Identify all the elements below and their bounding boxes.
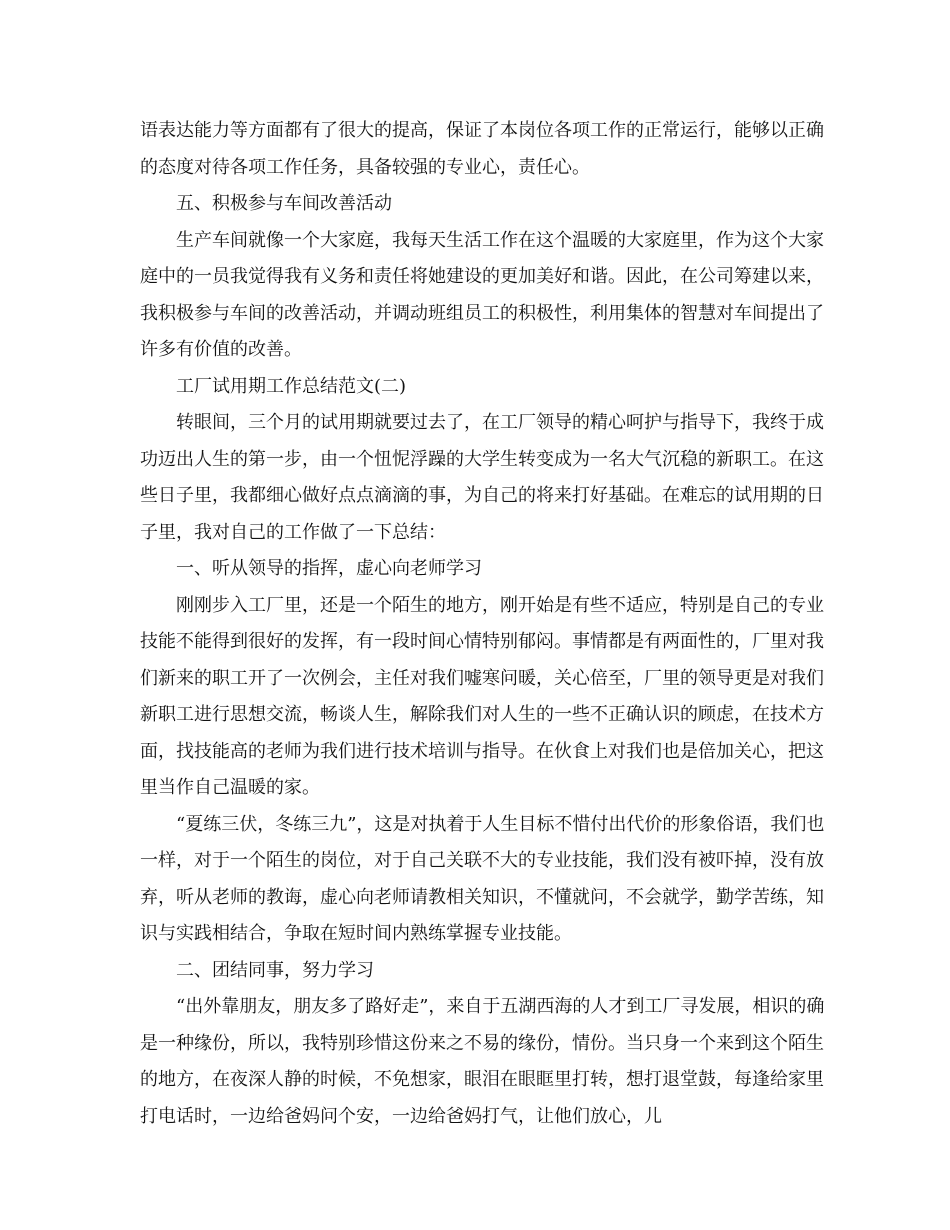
paragraph-workshop: 生产车间就像一个大家庭，我每天生活工作在这个温暖的大家庭里，作为这个大家庭中的一员我觉得我有义务和责任将她建设的更加美好和谐。因此，在公司筹建以来，我积极参与车间的改善活动，并调动班组员工的积极性，利用集体的智慧对车间提出了许多有价值的改善。	[140, 229, 824, 360]
article-title-two: 工厂试用期工作总结范文(二)	[176, 375, 407, 397]
paragraph-continuation: 语表达能力等方面都有了很大的提高，保证了本岗位各项工作的正常运行，能够以正确的态度对待各项工作任务，具备较强的专业心，责任心。	[140, 120, 824, 178]
paragraph-friends: “出外靠朋友，朋友多了路好走”，来自于五湖西海的人才到工厂寻发展，相识的确是一种缘份，所以，我特别珍惜这份来之不易的缘份，情份。当只身一个来到这个陌生的地方，在夜深人静的时候，不免想家，眼泪在眼眶里打转，想打退堂鼓，每逢给家里打电话时，一边给爸妈问个安，一边给爸妈打气，让他们放心，儿	[140, 996, 825, 1127]
paragraph-intro: 转眼间，三个月的试用期就要过去了，在工厂领导的精心呵护与指导下，我终于成功迈出人生的第一步，由一个忸怩浮躁的大学生转变成为一名大气沉稳的新职工。在这些日子里，我都细心做好点点滴滴的事，为自己的将来打好基础。在难忘的试用期的日子里，我对自己的工作做了一下总结：	[140, 412, 824, 543]
section-heading-two: 二、团结同事，努力学习	[176, 959, 374, 981]
section-heading-five: 五、积极参与车间改善活动	[176, 193, 392, 214]
section-heading-one: 一、听从领导的指挥，虚心向老师学习	[176, 558, 482, 579]
document-body	[140, 113, 830, 1135]
paragraph-practice: “夏练三伏，冬练三九”，这是对执着于人生目标不惜付出代价的形象俗语，我们也一样，对于一个陌生的岗位，对于自己关联不大的专业技能，我们没有被吓掉，没有放弃，听从老师的教诲，虚心向老师请教相关知识，不懂就问，不会就学，勤学苦练，知识与实践相结合，争取在短时间内熟练掌握专业技能。	[140, 813, 825, 944]
paragraph-factory-life: 刚刚步入工厂里，还是一个陌生的地方，刚开始是有些不适应，特别是自己的专业技能不能得到很好的发挥，有一段时间心情特别郁闷。事情都是有两面性的，厂里对我们新来的职工开了一次例会，主任对我们嘘寒问暖，关心倍至，厂里的领导更是对我们新职工进行思想交流，畅谈人生，解除我们对人生的一些不正确认识的顾虑，在技术方面，找技能高的老师为我们进行技术培训与指导。在伙食上对我们也是倍加关心，把这里当作自己温暖的家。	[140, 594, 824, 798]
